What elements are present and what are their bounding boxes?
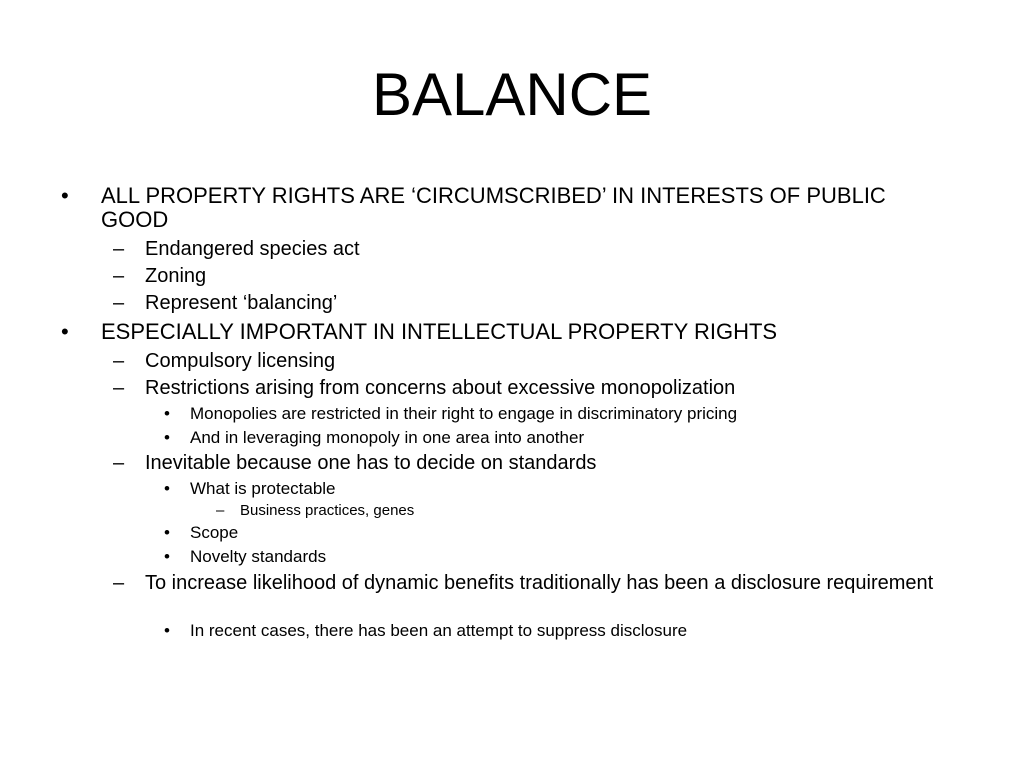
list-item-text: Zoning <box>145 265 207 287</box>
list-item <box>113 572 945 594</box>
list-item-text: Business practices, genes <box>240 502 415 519</box>
list-item <box>164 404 950 423</box>
dash-marker: – <box>113 292 125 314</box>
list-item <box>113 452 945 474</box>
list-item <box>164 523 950 542</box>
bullet-marker: • <box>61 319 69 344</box>
list-item-text: Restrictions arising from concerns about excessive monopolization <box>145 377 736 399</box>
list-item-text: ALL PROPERTY RIGHTS ARE ‘CIRCUMSCRIBED’ IN INTERESTS OF PUBLIC GOOD <box>101 183 886 232</box>
bullet-marker: • <box>164 404 170 423</box>
list-item-text: And in leveraging monopoly in one area into another <box>190 428 585 447</box>
bullet-marker: • <box>164 523 170 542</box>
list-item <box>113 350 945 372</box>
dash-marker: – <box>113 377 125 399</box>
list-item <box>164 479 950 498</box>
dash-marker: – <box>113 238 125 260</box>
dash-marker: – <box>113 572 125 594</box>
bullet-marker: • <box>164 547 170 566</box>
list-item-text: Novelty standards <box>190 547 327 566</box>
dash-marker: – <box>216 502 225 519</box>
list-item-text: Represent ‘balancing’ <box>145 292 338 314</box>
list-item-text: What is protectable <box>190 479 336 498</box>
slide-title: BALANCE <box>371 61 653 128</box>
list-item <box>61 183 931 232</box>
list-item <box>164 428 950 447</box>
list-item-text: Compulsory licensing <box>145 350 336 372</box>
bullet-marker: • <box>164 621 170 640</box>
dash-marker: – <box>113 350 125 372</box>
list-item-text: ESPECIALLY IMPORTANT IN INTELLECTUAL PROPERTY RIGHTS <box>101 319 778 344</box>
list-item-text: Monopolies are restricted in their right to engage in discriminatory pricing <box>190 404 738 423</box>
list-item-text: To increase likelihood of dynamic benefits traditionally has been a disclosure requirement <box>145 572 934 594</box>
list-item-text: Scope <box>190 523 239 542</box>
list-item <box>216 502 940 519</box>
list-item <box>113 377 945 399</box>
dash-marker: – <box>113 452 125 474</box>
list-item <box>113 292 945 314</box>
list-item-text: In recent cases, there has been an attempt to suppress disclosure <box>190 621 688 640</box>
list-item <box>61 319 931 344</box>
bullet-marker: • <box>164 479 170 498</box>
list-item <box>113 238 945 260</box>
list-item <box>113 265 945 287</box>
dash-marker: – <box>113 265 125 287</box>
list-item <box>164 547 950 566</box>
list-item <box>164 621 950 640</box>
list-item-text: Endangered species act <box>145 238 360 260</box>
bullet-marker: • <box>164 428 170 447</box>
list-item-text: Inevitable because one has to decide on standards <box>145 452 597 474</box>
bullet-marker: • <box>61 183 69 208</box>
